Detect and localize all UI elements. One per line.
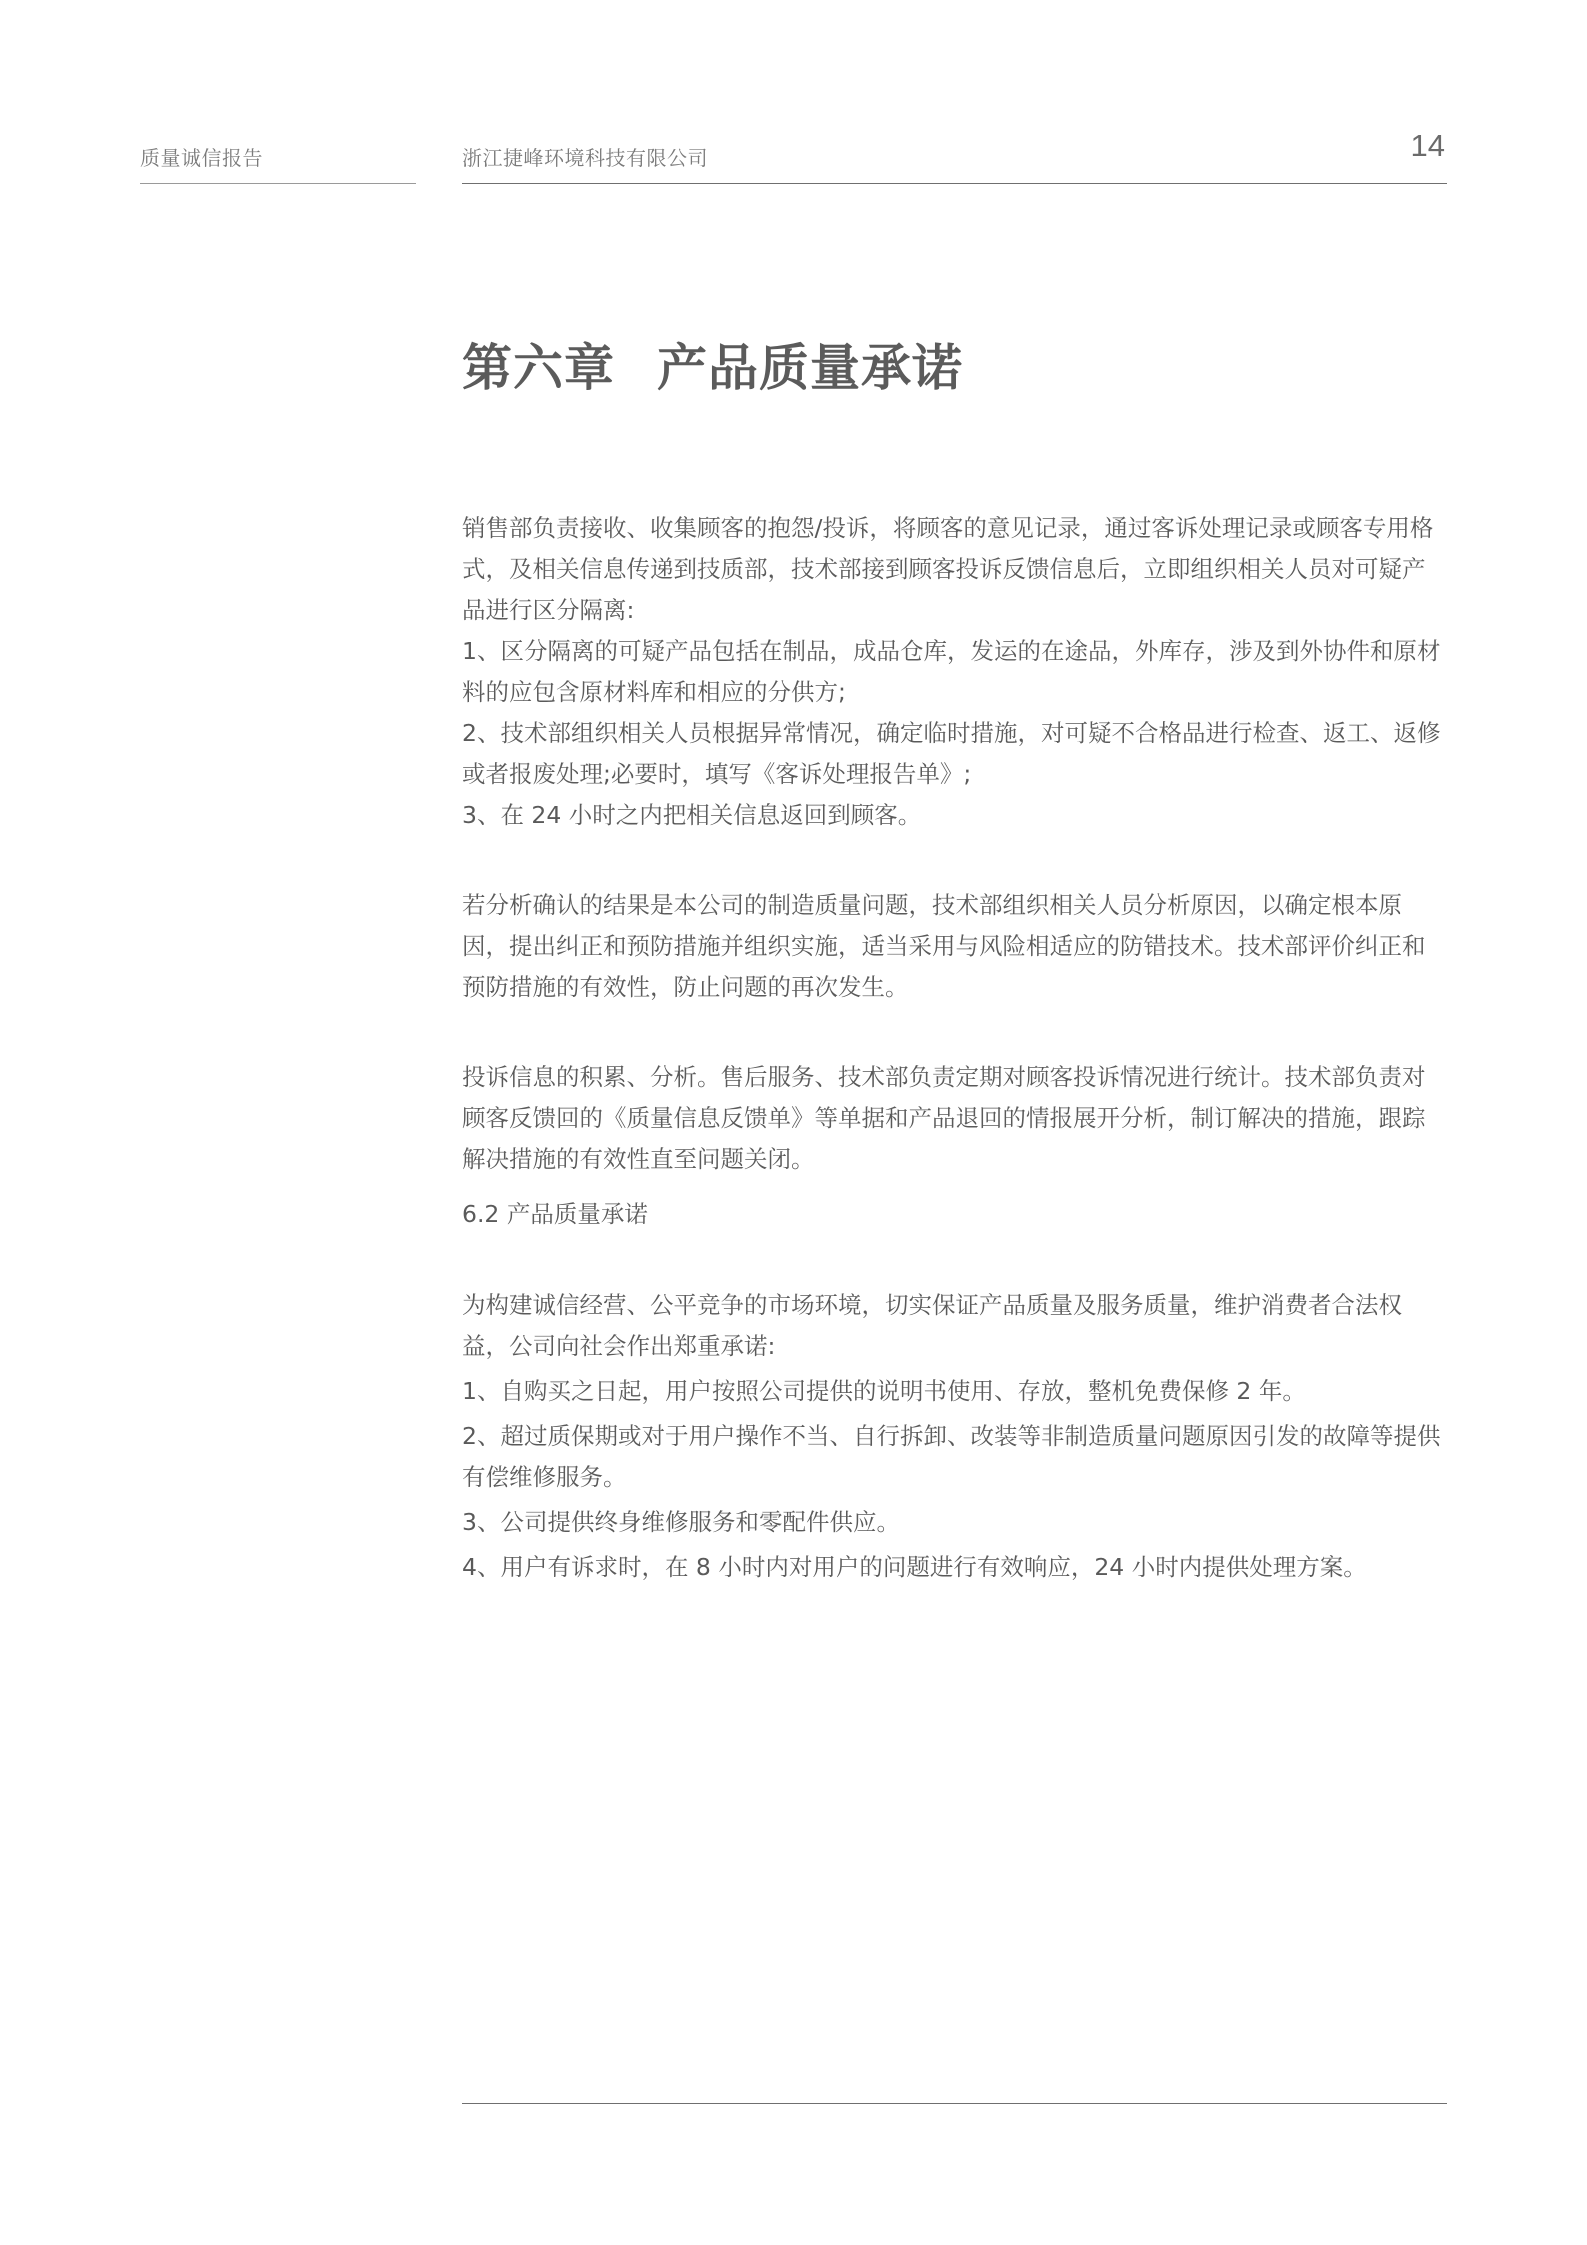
complaint-intro-paragraph: 销售部负责接收、收集顾客的抱怨/投诉，将顾客的意见记录，通过客诉处理记录或顾客专用格式，及相关信息传递到技质部，技术部接到顾客投诉反馈信息后，立即组织相关人员对可疑产品进行区分隔离: [462,514,1434,624]
complaint-list-item: 3、在 24 小时之内把相关信息返回到顾客。 [462,801,922,829]
promise-list-item: 1、自购买之日起，用户按照公司提供的说明书使用、存放，整机免费保修 2 年。 [462,1377,1306,1405]
report-title-label: 质量诚信报告 [140,146,263,170]
header-main-divider [462,183,1447,184]
statistics-paragraph: 投诉信息的积累、分析。售后服务、技术部负责定期对顾客投诉情况进行统计。技术部负责对顾客反馈回的《质量信息反馈单》等单据和产品退回的情报展开分析，制订解决的措施，跟踪解决措施的有效性直至问题关闭。 [462,1063,1426,1173]
page-number: 14 [1410,128,1445,163]
section-6-2-title: 6.2 产品质量承诺 [462,1200,648,1228]
promise-intro-paragraph: 为构建诚信经营、公平竞争的市场环境，切实保证产品质量及服务质量，维护消费者合法权益，公司向社会作出郑重承诺: [462,1291,1402,1360]
analysis-paragraph: 若分析确认的结果是本公司的制造质量问题，技术部组织相关人员分析原因，以确定根本原因，提出纠正和预防措施并组织实施，适当采用与风险相适应的防错技术。技术部评价纠正和预防措施的有效性，防止问题的再次发生。 [462,891,1426,1001]
header-left-divider [140,183,416,184]
promise-list-item: 2、超过质保期或对于用户操作不当、自行拆卸、改装等非制造质量问题原因引发的故障等提供有偿维修服务。 [462,1422,1441,1491]
chapter-heading [462,328,963,400]
company-name: 浙江捷峰环境科技有限公司 [462,146,708,170]
complaint-list-item: 2、技术部组织相关人员根据异常情况，确定临时措施，对可疑不合格品进行检查、返工、返修或者报废处理;必要时，填写《客诉处理报告单》; [462,719,1441,788]
page-content [462,508,1447,1588]
promise-section [462,1285,1447,1588]
chapter-number: 第六章 [462,339,615,397]
complaint-list-item: 1、区分隔离的可疑产品包括在制品，成品仓库，发运的在途品，外库存，涉及到外协件和原材料的应包含原材料库和相应的分供方; [462,637,1441,706]
promise-list-item: 3、公司提供终身维修服务和零配件供应。 [462,1508,900,1536]
footer-divider [462,2103,1447,2104]
promise-list-item: 4、用户有诉求时，在 8 小时内对用户的问题进行有效响应，24 小时内提供处理方案。 [462,1553,1367,1581]
chapter-title: 产品质量承诺 [657,339,963,397]
